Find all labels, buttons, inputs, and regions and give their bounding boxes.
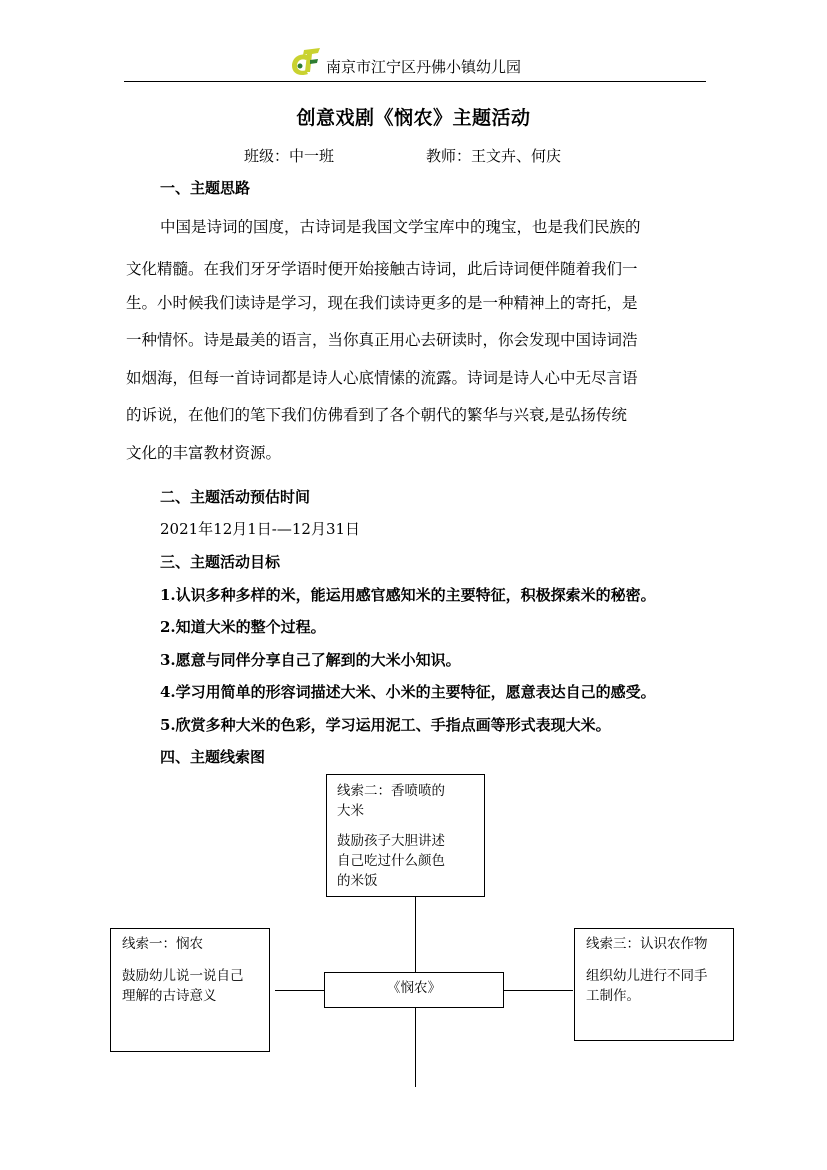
paragraph-line: 中国是诗词的国度，古诗词是我国文学宝库中的瑰宝，也是我们民族的 (160, 218, 641, 236)
activity-time: 2021年12月1日-—12月31日 (160, 520, 361, 538)
connector-right (503, 990, 573, 991)
clue2-desc: 鼓励孩子大胆讲述 (337, 833, 445, 849)
clue2-desc: 自己吃过什么颜色 (337, 853, 445, 869)
paragraph-line: 一种情怀。诗是最美的语言，当你真正用心去研读时，你会发现中国诗词浩 (126, 331, 638, 349)
clue1-box (110, 928, 270, 1052)
clue1-desc: 理解的古诗意义 (122, 988, 217, 1004)
teacher-info: 教师：王文卉、何庆 (426, 147, 562, 165)
paragraph-line: 生。小时候我们读诗是学习，现在我们读诗更多的是一种精神上的寄托，是 (126, 294, 638, 312)
paragraph-line: 文化的丰富教材资源。 (126, 444, 282, 462)
section1-heading: 一、主题思路 (160, 179, 251, 197)
goal-item: 1.认识多种多样的米，能运用感官感知米的主要特征，积极探索米的秘密。 (160, 586, 656, 604)
section4-heading: 四、主题线索图 (160, 748, 266, 766)
clue3-box (574, 928, 734, 1041)
center-box (324, 972, 504, 1008)
clue2-title: 线索二：香喷喷的 (337, 783, 445, 799)
paragraph-line: 文化精髓。在我们牙牙学语时便开始接触古诗词，此后诗词便伴随着我们一 (126, 260, 638, 278)
clue3-desc: 组织幼儿进行不同手 (586, 968, 708, 984)
center-title: 《悯农》 (387, 980, 441, 996)
clue3-desc: 工制作。 (586, 988, 640, 1004)
header-divider (124, 81, 706, 82)
school-name: 南京市江宁区丹佛小镇幼儿园 (326, 58, 522, 76)
section2-heading: 二、主题活动预估时间 (160, 488, 311, 506)
section3-heading: 三、主题活动目标 (160, 553, 281, 571)
class-info: 班级：中一班 (244, 147, 335, 165)
connector-left (275, 990, 325, 991)
paragraph-line: 如烟海，但每一首诗词都是诗人心底情愫的流露。诗词是诗人心中无尽言语 (126, 369, 638, 387)
connector-bottom (415, 1007, 416, 1087)
goal-item: 2.知道大米的整个过程。 (160, 618, 326, 636)
page-title: 创意戏剧《悯农》主题活动 (296, 107, 531, 129)
kindergarten-logo-icon (288, 46, 322, 76)
goal-item: 5.欣赏多种大米的色彩，学习运用泥工、手指点画等形式表现大米。 (160, 716, 611, 734)
clue2-box (326, 774, 485, 897)
clue2-title: 大米 (337, 803, 364, 819)
goal-item: 3.愿意与同伴分享自己了解到的大米小知识。 (160, 651, 461, 669)
clue2-desc: 的米饭 (337, 873, 378, 889)
goal-item: 4.学习用简单的形容词描述大米、小米的主要特征，愿意表达自己的感受。 (160, 683, 656, 701)
clue1-title: 线索一：悯农 (122, 936, 203, 952)
clue3-title: 线索三：认识农作物 (586, 936, 708, 952)
paragraph-line: 的诉说，在他们的笔下我们仿佛看到了各个朝代的繁华与兴衰,是弘扬传统 (126, 406, 627, 424)
clue1-desc: 鼓励幼儿说一说自己 (122, 968, 244, 984)
connector-top (415, 896, 416, 972)
